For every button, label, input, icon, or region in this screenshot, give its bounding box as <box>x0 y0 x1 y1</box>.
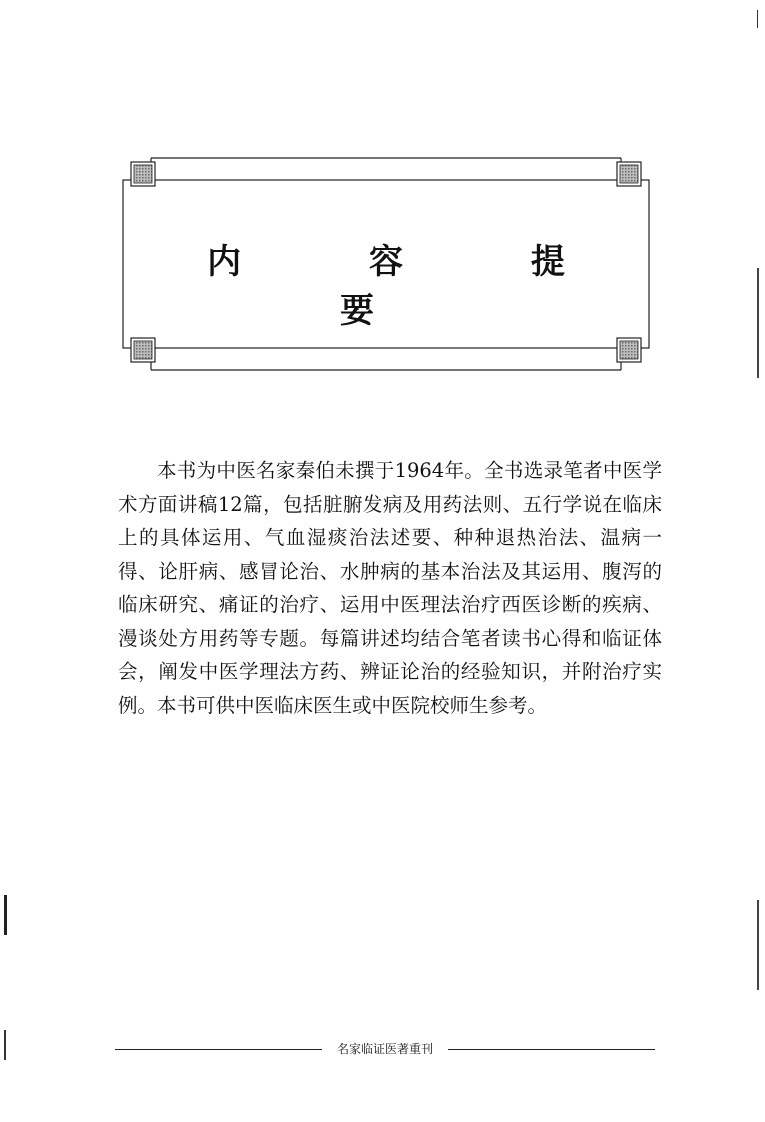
scan-edge-mark <box>4 1030 6 1060</box>
title-frame <box>121 156 651 372</box>
page-title: 内 容 提 要 <box>207 242 623 331</box>
footer-rule-right <box>448 1049 655 1050</box>
scan-edge-mark <box>4 895 7 935</box>
scan-edge-mark <box>757 10 758 28</box>
footer <box>115 1041 655 1057</box>
scan-edge-mark <box>757 900 759 990</box>
footer-series-title: 名家临证医著重刊 <box>336 1042 433 1056</box>
scan-edge-mark <box>757 268 759 378</box>
summary-paragraph: 本书为中医名家秦伯未撰于1964年。全书选录笔者中医学术方面讲稿12篇，包括脏腑发病及用药法则、五行学说在临床上的具体运用、气血湿痰治法述要、种种退热治法、温病一得、论肝病、感冒论治、水肿病的基本治法及其运用、腹泻的临床研究、痛证的治疗、运用中医理法治疗西医诊断的疾病、漫谈处方用药等专题。每篇讲述均结合笔者读书心得和临证体会，阐发中医学理法方药、辨证论治的经验知识，并附治疗实例。本书可供中医临床医生或中医院校师生参考。 <box>118 459 662 717</box>
footer-rule-left <box>115 1049 322 1050</box>
